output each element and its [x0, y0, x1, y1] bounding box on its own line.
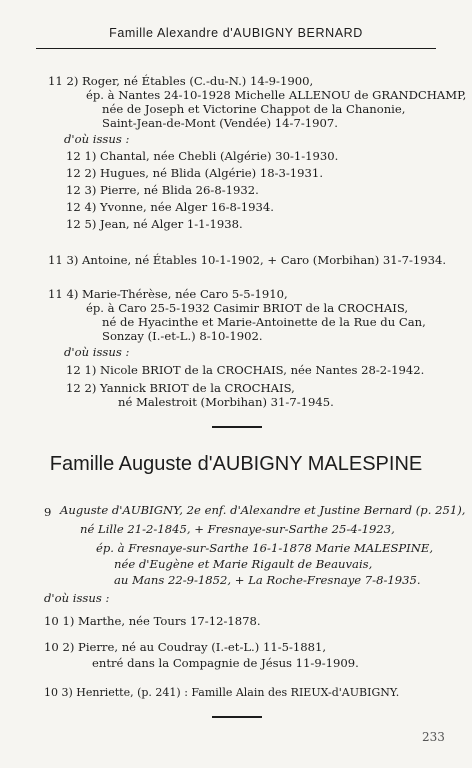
entry-auguste-line1: Auguste d'AUBIGNY, 2e enf. d'Alexandre et Justine Bernard (p. 251),: [60, 503, 466, 517]
entry-auguste-line3: ép. à Fresnaye-sur-Sarthe 16-1-1878 Marie MALESPINE,: [96, 541, 434, 555]
family-title: Famille Auguste d'AUBIGNY MALESPINE: [49, 453, 423, 475]
generation-number: 9: [44, 505, 52, 519]
page-header: Famille Alexandre d'AUBIGNY BERNARD: [109, 26, 363, 40]
issus-label: d'où issus :: [64, 132, 130, 146]
child-entry: 10 1) Marthe, née Tours 17-12-1878.: [44, 614, 261, 628]
issus-label-2: d'où issus :: [64, 345, 130, 359]
section-divider-bottom: [212, 716, 262, 718]
child-entry: 10 3) Henriette, (p. 241) : Famille Alain des RIEUX-d'AUBIGNY.: [44, 686, 400, 699]
child-entry: 12 1) Chantal, née Chebli (Algérie) 30-1-1930.: [66, 149, 339, 163]
entry-marie-line1: 11 4) Marie-Thérèse, née Caro 5-5-1910,: [48, 287, 288, 301]
child-entry: 10 2) Pierre, né au Coudray (I.-et-L.) 11-5-1881,: [44, 640, 327, 654]
child-entry: 12 4) Yvonne, née Alger 16-8-1934.: [66, 200, 274, 214]
child-entry: 12 2) Yannick BRIOT de la CROCHAIS,: [66, 381, 295, 395]
entry-roger-line1: 11 2) Roger, né Étables (C.-du-N.) 14-9-1900,: [48, 74, 314, 88]
child-entry: 12 3) Pierre, né Blida 26-8-1932.: [66, 183, 259, 197]
page-number: 233: [422, 730, 445, 744]
entry-roger-line4: Saint-Jean-de-Mont (Vendée) 14-7-1907.: [102, 116, 338, 130]
header-divider: [36, 48, 436, 49]
section-divider: [212, 426, 262, 428]
child-entry: 12 5) Jean, né Alger 1-1-1938.: [66, 217, 243, 231]
entry-antoine: 11 3) Antoine, né Étables 10-1-1902, + Caro (Morbihan) 31-7-1934.: [48, 253, 447, 267]
child-entry-cont: né Malestroit (Morbihan) 31-7-1945.: [118, 395, 334, 409]
issus-label-3: d'où issus :: [44, 591, 110, 605]
entry-marie-line2: ép. à Caro 25-5-1932 Casimir BRIOT de la CROCHAIS,: [86, 301, 409, 315]
entry-roger-line2: ép. à Nantes 24-10-1928 Michelle ALLENOU de GRANDCHAMP,: [86, 88, 467, 102]
child-entry: 12 1) Nicole BRIOT de la CROCHAIS, née Nantes 28-2-1942.: [66, 363, 425, 377]
entry-auguste-line2: né Lille 21-2-1845, + Fresnaye-sur-Sarthe 25-4-1923,: [80, 522, 395, 536]
entry-roger-line3: née de Joseph et Victorine Chappot de la Chanonie,: [102, 102, 406, 116]
entry-auguste-line5: au Mans 22-9-1852, + La Roche-Fresnaye 7-8-1935.: [114, 573, 421, 587]
child-entry-cont: entré dans la Compagnie de Jésus 11-9-1909.: [92, 656, 359, 670]
entry-marie-line3: né de Hyacinthe et Marie-Antoinette de la Rue du Can,: [102, 315, 426, 329]
entry-auguste-line4: née d'Eugène et Marie Rigault de Beauvais,: [114, 557, 373, 571]
child-entry: 12 2) Hugues, né Blida (Algérie) 18-3-1931.: [66, 166, 323, 180]
entry-marie-line4: Sonzay (I.-et-L.) 8-10-1902.: [102, 329, 263, 343]
